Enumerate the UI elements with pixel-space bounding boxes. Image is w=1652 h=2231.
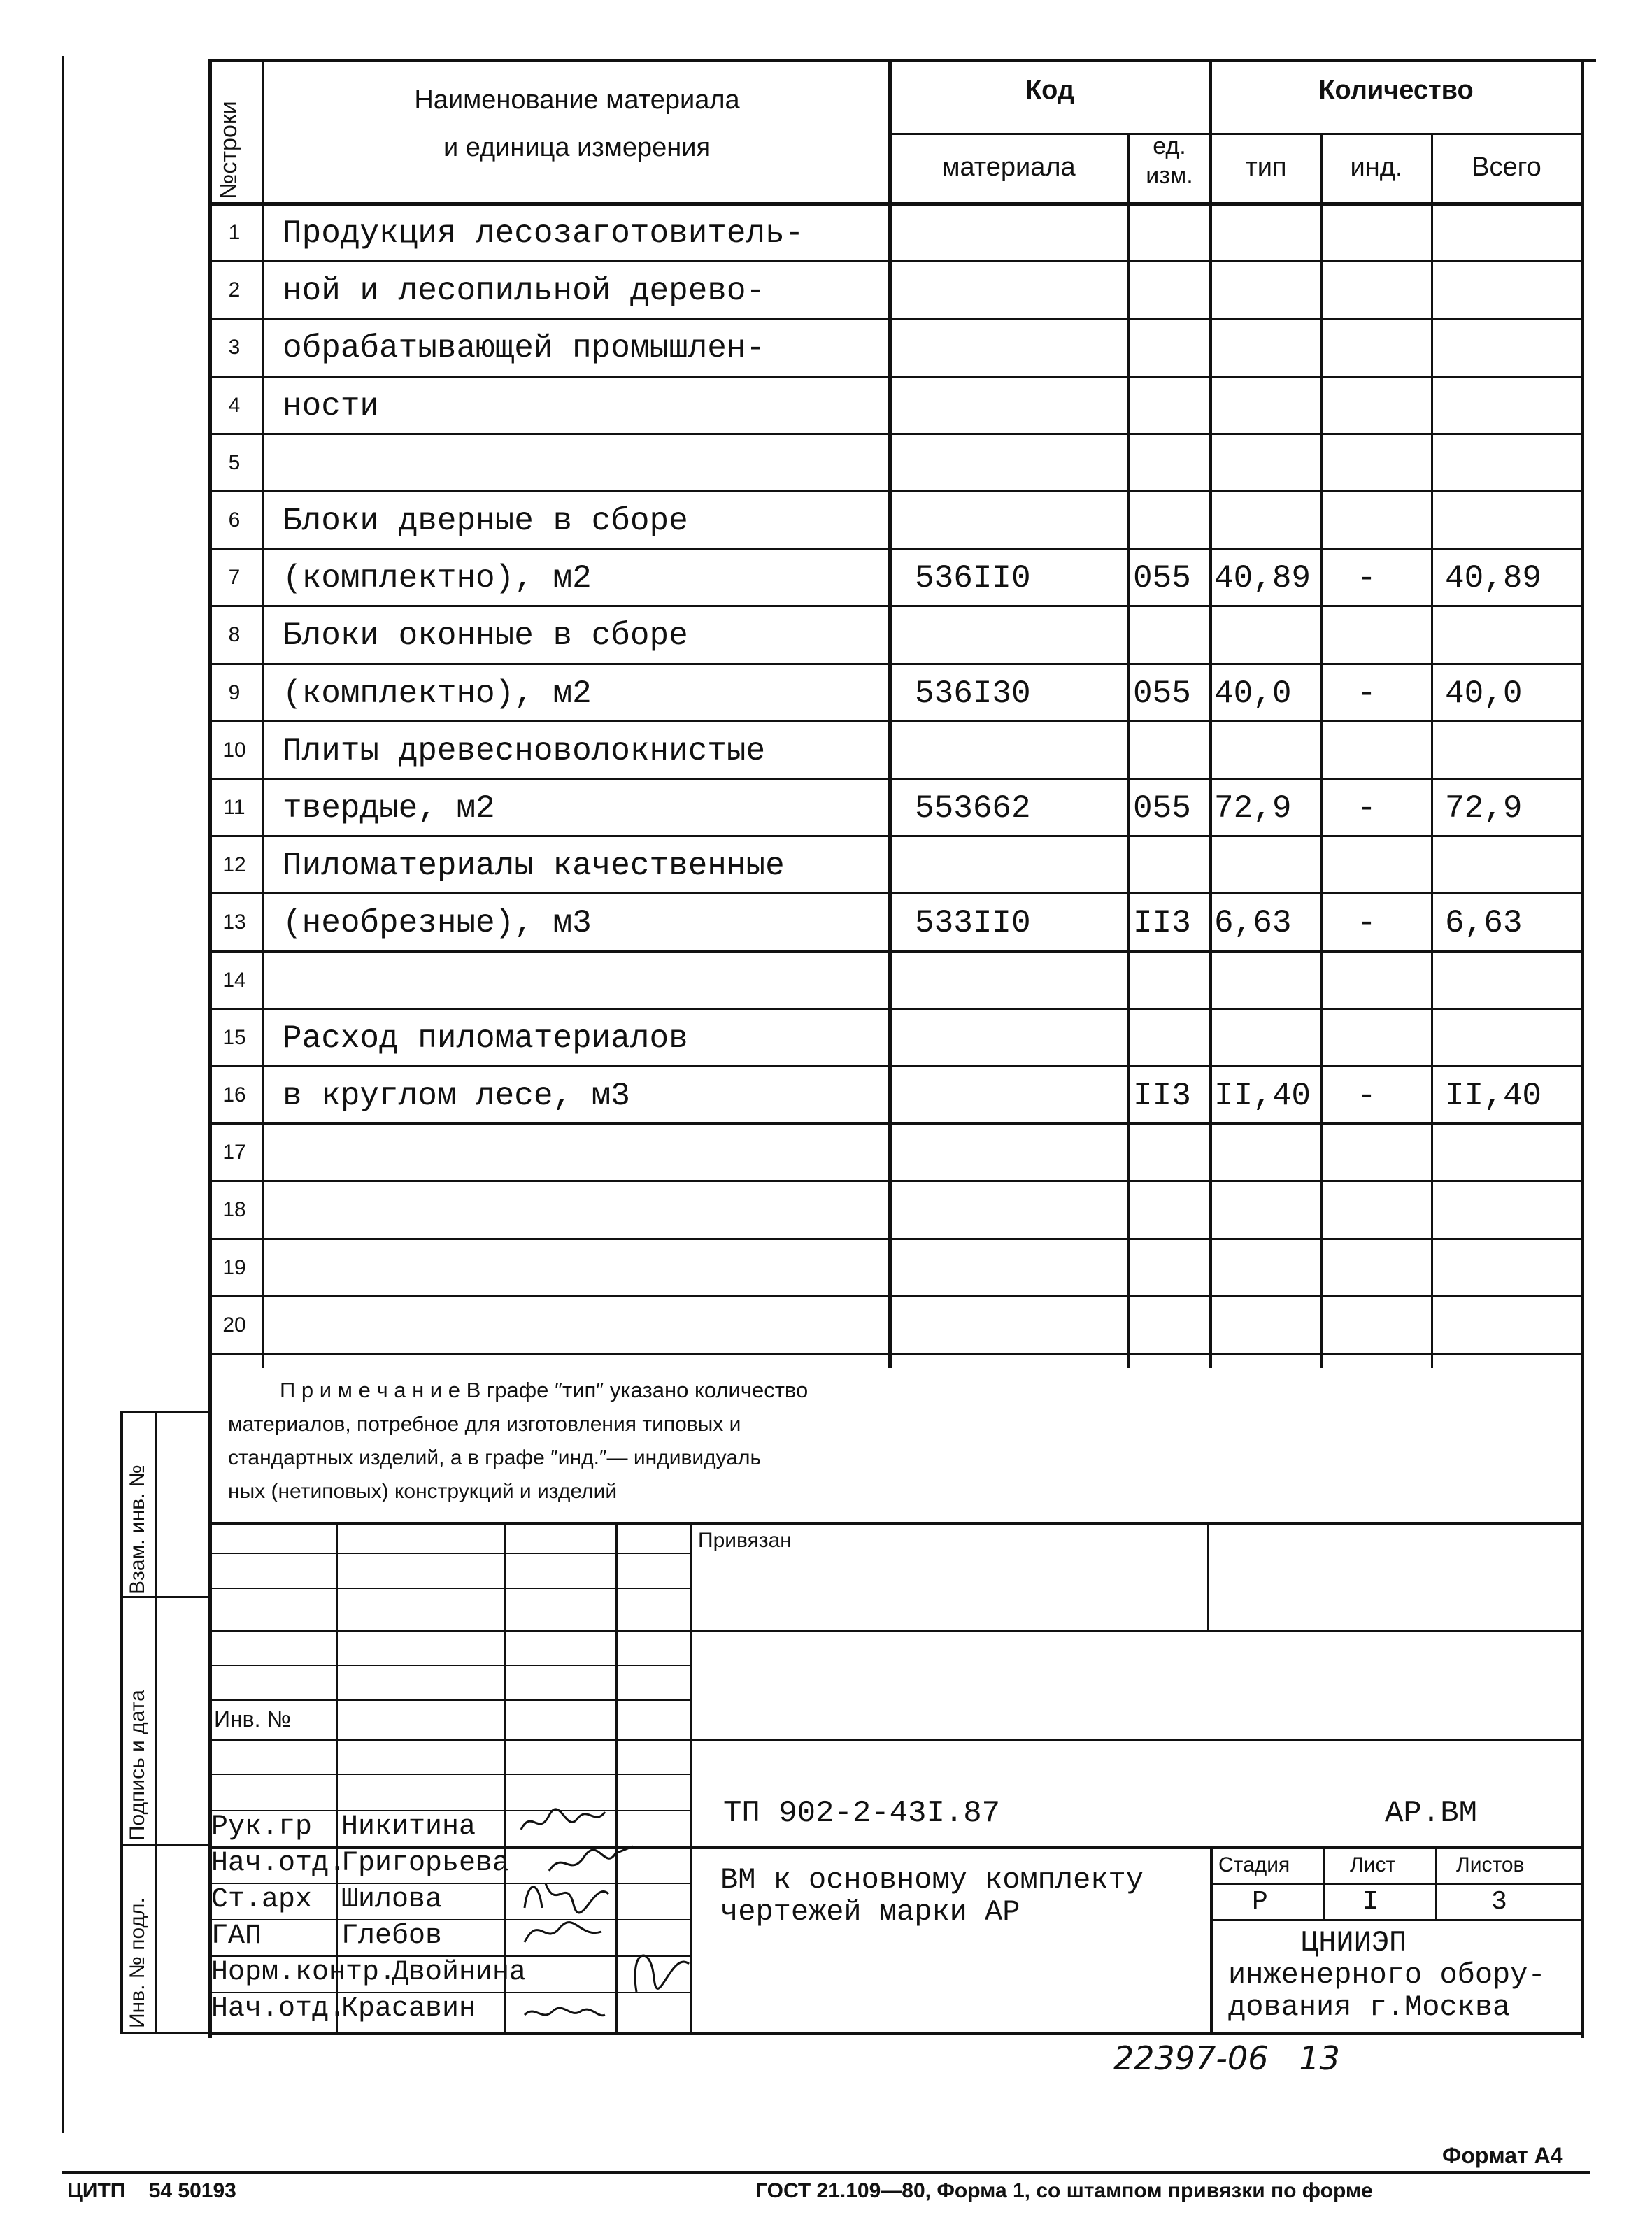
note-line4: ных (нетиповых) конструкций и изделий [228, 1480, 618, 1503]
name-header-line1: Наименование материала [414, 85, 740, 115]
quantity-total: 40,89 [1445, 560, 1542, 597]
stamp-grid-h6 [210, 1739, 1582, 1741]
stamp-grid-h3 [210, 1630, 1582, 1632]
side-label-inv-podl: Инв. № подл. [126, 1897, 149, 2028]
row-number: 6 [228, 508, 241, 532]
row-number: 12 [222, 853, 246, 877]
stage-value: Р [1252, 1887, 1268, 1917]
signer-name: Шилова [341, 1884, 443, 1916]
col-line-type [1209, 60, 1212, 1368]
material-name: Расход пиломатериалов [283, 1020, 688, 1057]
row-number: 14 [222, 968, 246, 992]
row-separator [210, 1180, 1582, 1182]
material-name: Продукция лесозаготовитель- [283, 215, 804, 252]
format-label: Формат А4 [1442, 2143, 1563, 2168]
type-header: тип [1245, 152, 1287, 182]
org-line1: ЦНИИЭП [1301, 1926, 1407, 1960]
stage-table-left [1210, 1846, 1213, 2034]
signer-role: Рук.гр [211, 1811, 313, 1843]
stamp-grid-h5 [210, 1699, 692, 1701]
row-number: 15 [222, 1025, 246, 1049]
row-number: 11 [223, 796, 245, 819]
row-separator [210, 433, 1582, 435]
unit-code: 055 [1133, 790, 1191, 827]
signer-role: Ст.арх [211, 1884, 313, 1916]
signer-role: Норм.контр. [211, 1957, 397, 1988]
row-separator [210, 490, 1582, 492]
stamp-grid-h4 [210, 1665, 692, 1666]
sheets-label: Листов [1456, 1853, 1525, 1876]
note-text: В графе ″тип″ указано количество [460, 1378, 809, 1402]
row-number: 10 [222, 738, 246, 762]
document-code: ТП 902-2-43I.87 [723, 1796, 1001, 1831]
material-name: ной и лесопильной дерево- [283, 273, 766, 310]
col-line-code [888, 60, 892, 1368]
side-strip-bottom [120, 2032, 211, 2034]
unit-code: II3 [1133, 1078, 1191, 1114]
row-separator [210, 605, 1582, 607]
row-number: 2 [228, 278, 241, 302]
note-line3: стандартных изделий, а в графе ″инд.″— индивидуаль [228, 1446, 762, 1469]
material-name: (комплектно), м2 [283, 675, 592, 712]
stage-table-v1 [1323, 1846, 1325, 1919]
signature-shilova [518, 1873, 615, 1915]
side-strip-top [120, 1411, 211, 1413]
material-name: обрабатывающей промышлен- [283, 330, 766, 367]
material-name: в круглом лесе, м3 [283, 1078, 630, 1114]
row-number: 7 [228, 566, 241, 590]
unit-header-line2: изм. [1146, 162, 1193, 189]
row-separator [210, 318, 1582, 320]
row-number: 5 [228, 450, 241, 474]
row-number: 16 [222, 1083, 246, 1106]
stamp-grid-h2 [210, 1588, 692, 1589]
footer-line [62, 2171, 1590, 2174]
material-name: (необрезные), м3 [283, 905, 592, 942]
unit-code: 055 [1133, 675, 1191, 712]
row-number: 20 [222, 1313, 246, 1337]
side-strip-sep2 [120, 1844, 211, 1846]
quantity-ind: - [1357, 790, 1376, 827]
quantity-total: II,40 [1445, 1078, 1542, 1114]
header-mid-line [888, 133, 1582, 135]
signature-krasavin [518, 1990, 608, 2032]
signer-role: ГАП [211, 1920, 262, 1952]
signer-name: Двойнина [392, 1957, 527, 1988]
signer-name: Григорьева [341, 1848, 510, 1879]
org-line3: дования г.Москва [1228, 1990, 1511, 2024]
quantity-header: Количество [1318, 76, 1474, 105]
quantity-ind: - [1357, 1078, 1376, 1114]
row-separator [210, 548, 1582, 550]
stamp-grid-h11 [210, 1919, 692, 1920]
material-name: Плиты древесноволокнистые [283, 732, 766, 769]
signer-role: Нач.отд. [211, 1993, 346, 2025]
quantity-type: 40,89 [1214, 560, 1311, 597]
signature-dvoinina [622, 1936, 692, 1999]
quantity-ind: - [1357, 675, 1376, 712]
row-separator [210, 1353, 1582, 1355]
row-separator [210, 376, 1582, 378]
row-separator [210, 720, 1582, 722]
material-name: твердые, м2 [283, 790, 495, 827]
row-number: 8 [228, 623, 241, 647]
row-separator [210, 1295, 1582, 1297]
side-strip-left [120, 1411, 123, 2034]
quantity-type: 72,9 [1214, 790, 1292, 827]
stamp-top-line [210, 1522, 1582, 1525]
note-line1 [280, 1378, 808, 1403]
row-separator [210, 1065, 1582, 1067]
stamp-bottom-line [210, 2032, 1582, 2035]
stamp-grid-h7 [210, 1774, 692, 1775]
row-separator [210, 260, 1582, 262]
quantity-type: 6,63 [1214, 905, 1292, 942]
outer-left-border [62, 56, 64, 2133]
row-number: 9 [228, 680, 241, 704]
stamp-grid-v3 [615, 1523, 618, 2034]
signer-role: Нач.отд. [211, 1848, 346, 1879]
handwritten-number: 22397-06 13 [1113, 2039, 1340, 2077]
row-separator [210, 778, 1582, 780]
quantity-type: II,40 [1214, 1078, 1311, 1114]
material-name: Блоки оконные в сборе [283, 618, 688, 655]
row-number: 4 [228, 393, 241, 417]
material-code: 536I30 [915, 675, 1031, 712]
signer-name: Красавин [341, 1993, 476, 2025]
row-separator [210, 950, 1582, 953]
quantity-ind: - [1357, 905, 1376, 942]
stage-table-h1 [1210, 1883, 1582, 1885]
col-line-rownum [262, 60, 264, 1368]
material-header: материала [941, 152, 1076, 182]
quantity-total: 72,9 [1445, 790, 1523, 827]
row-number: 19 [222, 1255, 246, 1279]
note-title: П р и м е ч а н и е [280, 1378, 460, 1402]
stage-table-v2 [1435, 1846, 1437, 1919]
org-line2: инженерного обору- [1228, 1958, 1546, 1992]
signature-nikitina [518, 1802, 608, 1844]
quantity-type: 40,0 [1214, 675, 1292, 712]
row-separator [210, 663, 1582, 665]
signer-name: Никитина [341, 1811, 476, 1843]
note-line2: материалов, потребное для изготовления типовых и [228, 1413, 741, 1436]
sheet-label: Лист [1350, 1853, 1396, 1876]
row-number: 3 [228, 336, 241, 359]
material-name: ности [283, 387, 380, 425]
row-separator [210, 835, 1582, 837]
code-header: Код [1025, 76, 1075, 105]
document-mark: АР.ВМ [1385, 1796, 1478, 1831]
footer-right: ГОСТ 21.109—80, Форма 1, со штампом привязки по форме [755, 2179, 1373, 2202]
sheet-value: I [1362, 1887, 1379, 1917]
row-separator [210, 892, 1582, 894]
material-name: Блоки дверные в сборе [283, 503, 688, 539]
row-number: 1 [228, 221, 241, 244]
stage-table-h2 [1210, 1919, 1582, 1921]
unit-code: II3 [1133, 905, 1191, 942]
side-strip-right [155, 1411, 157, 2034]
footer-left: ЦИТП 54 50193 [67, 2179, 236, 2202]
header-bottom-line [210, 202, 1582, 206]
sheets-value: 3 [1491, 1887, 1507, 1917]
inv-no-label: Инв. № [214, 1706, 291, 1732]
row-number-header: №строки [215, 101, 242, 199]
privyazan-label: Привязан [698, 1529, 792, 1552]
material-name: (комплектно), м2 [283, 560, 592, 597]
side-label-podpis: Подпись и дата [126, 1690, 149, 1841]
quantity-total: 40,0 [1445, 675, 1523, 712]
row-number: 13 [222, 911, 246, 934]
side-strip-sep1 [120, 1596, 211, 1598]
total-header: Всего [1472, 152, 1541, 182]
row-separator [210, 1238, 1582, 1240]
quantity-ind: - [1357, 560, 1376, 597]
row-separator [210, 1122, 1582, 1125]
signer-name: Глебов [341, 1920, 443, 1952]
row-number: 17 [222, 1141, 246, 1164]
stage-label: Стадия [1218, 1853, 1290, 1876]
quantity-total: 6,63 [1445, 905, 1523, 942]
title-line1: ВМ к основному комплекту [720, 1863, 1144, 1897]
row-number: 18 [222, 1198, 246, 1222]
name-header-line2: и единица измерения [443, 133, 711, 162]
ind-header: инд. [1350, 152, 1403, 182]
side-label-vzam: Взам. инв. № [126, 1464, 149, 1595]
unit-header-line1: ед. [1153, 133, 1186, 159]
table-top-border [208, 59, 1596, 62]
stamp-grid-v5 [1207, 1523, 1209, 1630]
title-line2: чертежей марки АР [720, 1895, 1020, 1929]
table-right-border [1581, 59, 1584, 2038]
unit-code: 055 [1133, 560, 1191, 597]
material-name: Пиломатериалы качественные [283, 848, 785, 885]
material-code: 536II0 [915, 560, 1031, 597]
stamp-grid-h1 [210, 1553, 692, 1554]
material-code: 533II0 [915, 905, 1031, 942]
signature-glebov [518, 1911, 608, 1953]
material-code: 553662 [915, 790, 1031, 827]
row-separator [210, 1008, 1582, 1010]
